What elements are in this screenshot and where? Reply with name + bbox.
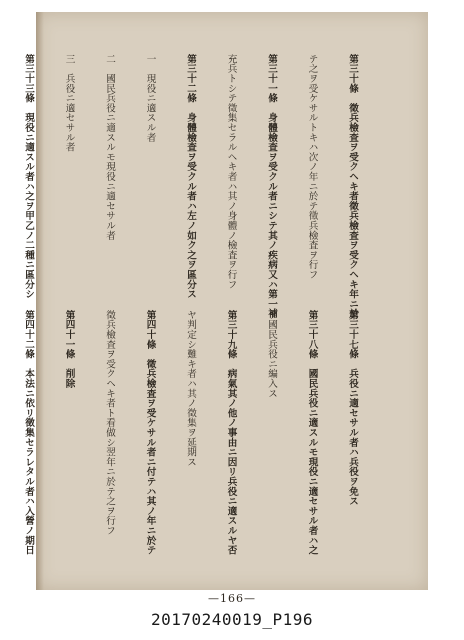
text-column: 第三十八條 國民兵役ニ適スルモ現役ニ適セサル者ハ之 — [306, 310, 318, 555]
lower-text-block — [23, 310, 386, 580]
text-column: ヲ國民兵役ニ編入ス — [266, 310, 277, 399]
text-column: 第四十一條 削除 — [63, 310, 75, 389]
text-column: 第三十條 徵兵檢査ヲ受クヘキ者徵兵檢査ヲ受クヘキ年ニ於 — [347, 54, 358, 319]
text-column: 第四十條 徵兵檢査ヲ受ケサル者ニ付テハ其ノ年ニ於テ — [144, 310, 156, 555]
upper-text-block — [23, 54, 386, 319]
text-column: 一 現役ニ適スル者 — [144, 54, 156, 143]
text-column: 二 國民兵役ニ適スルモ現役ニ適セサル者 — [104, 54, 115, 241]
text-column: 第四十二條 本法ニ依リ徵集セラレタル者ハ入營ノ期日 — [23, 310, 34, 555]
text-column: 第三十三條 現役ニ適スル者ハ之ヲ甲乙ノ二種ニ區分シ — [23, 54, 34, 299]
text-column: 第三十一條 身體檢査ヲ受クル者ニシテ其ノ疾病又ハ第一補 — [266, 54, 277, 319]
text-column: 充兵トシテ徵集セラルヘキ者ハ其ノ身體ノ檢査ヲ行フ — [225, 54, 237, 290]
text-column: テ之ヲ受ケサルトキハ次ノ年ニ於テ徵兵檢査ヲ行フ — [306, 54, 318, 280]
document-page — [23, 12, 428, 590]
text-column: 三 兵役ニ適セサル者 — [63, 54, 75, 152]
image-caption: 20170240019_P196 — [150, 610, 314, 629]
text-column: ヤ判定シ難キ者ハ其ノ徵集ヲ延期ス — [185, 310, 196, 467]
text-column: 徵兵檢査ヲ受クヘキ者ト看做シ翌年ニ於テ之ヲ行フ — [104, 310, 115, 536]
text-column: 第三十二條 身體檢査ヲ受クル者ハ左ノ如ク之ヲ區分ス — [185, 54, 196, 299]
text-column: 第三十七條 兵役ニ適セサル者ハ兵役ヲ免ス — [347, 310, 358, 506]
text-column: 第三十九條 病氣其ノ他ノ事由ニ因リ兵役ニ適スルヤ否 — [225, 310, 237, 555]
page-number: —166— — [208, 592, 256, 605]
